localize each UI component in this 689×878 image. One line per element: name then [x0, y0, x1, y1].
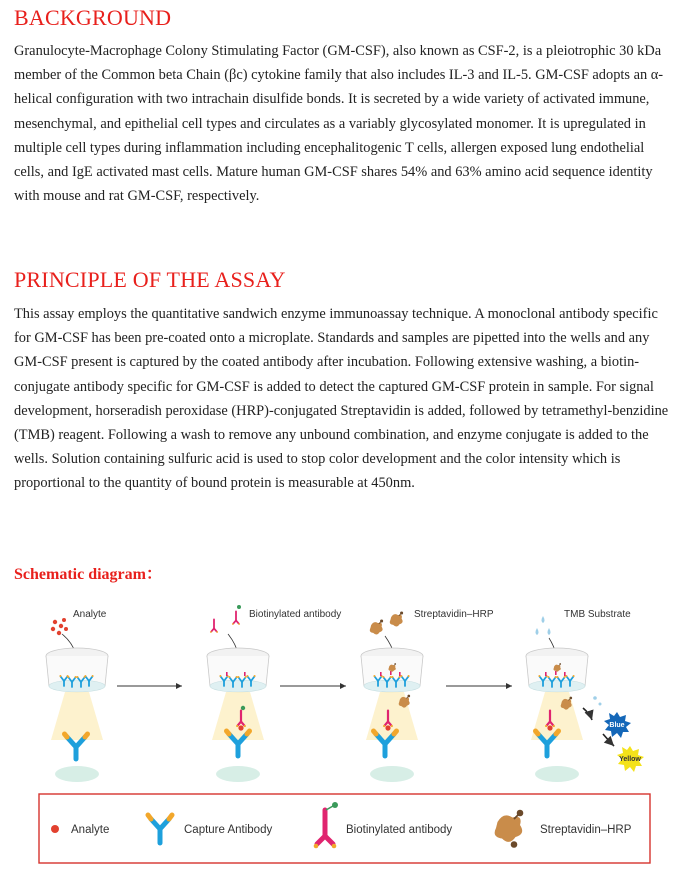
- step-4-tmb-substrate: [526, 616, 644, 782]
- schematic-diagram: [0, 596, 689, 878]
- step-label-analyte: Analyte: [73, 609, 107, 620]
- principle-heading: PRINCIPLE OF THE ASSAY: [14, 267, 286, 292]
- legend-label-analyte: Analyte: [71, 824, 110, 836]
- step-label-tmb-substrate: TMB Substrate: [564, 609, 631, 620]
- well-2: [207, 648, 269, 782]
- legend-label-capture-antibody: Capture Antibody: [184, 824, 273, 836]
- step-label-biotinylated-antibody: Biotinylated antibody: [249, 609, 342, 620]
- principle-paragraph: This assay employs the quantitative sandwich enzyme immunoassay technique. A monoclonal antibody specific for GM-CSF has been pre-coated onto a microplate. Standards and samples are pipetted into the wells and any GM-CSF present is captured by the coated antibody after incubation. Following extensive washing, a biotin-conjugate antibody specific for GM-CSF is added to detect the captured GM-CSF protein in sample. For signal development, horseradish peroxidase (HRP)-conjugated Streptavidin is added, followed by tetramethyl-benzidine (TMB) reagent. Following a wash to remove any unbound combination, and enzyme conjugate is added to the wells. Solution containing sulfuric acid is used to stop color development and the color intensity which is proportional to the quantity of bound protein is measurable at 450nm.: [14, 306, 669, 492]
- background-heading: BACKGROUND: [14, 5, 172, 30]
- background-paragraph: Granulocyte-Macrophage Colony Stimulating Factor (GM-CSF), also known as CSF-2, is a pleiotrophic 30 kDa member of the Common beta Chain (βc) cytokine family that also includes IL-3 and IL-5. GM-CSF adopts an α-helical configuration with two intrachain disulfide bonds. It is secreted by a wide variety of activated immune, mesenchymal, and epithelial cell types and circulates as a variably glycosylated monomer. It is upregulated in multiple cell types during inflammation including encephalitogenic T cells, allergen exposed lung endothelial cells, and IgE activated mast cells. Mature human GM-CSF shares 54% and 63% amino acid sequence identity with mouse and rat GM-CSF, respectively.: [14, 43, 664, 205]
- well-1: [46, 648, 108, 782]
- legend-label-streptavidin-hrp: Streptavidin–HRP: [540, 824, 632, 836]
- step-label-streptavidin-hrp: Streptavidin–HRP: [414, 609, 494, 620]
- legend-label-biotinylated-antibody: Biotinylated antibody: [346, 824, 453, 836]
- blue-burst: [604, 712, 631, 738]
- blue-label: Blue: [609, 722, 625, 729]
- step-3-streptavidin-hrp: [361, 611, 423, 782]
- step-2-biotinylated-antibody: [207, 605, 269, 782]
- yellow-burst: [617, 746, 644, 772]
- analyte-icon: [51, 825, 59, 833]
- legend: [39, 794, 650, 863]
- schematic-title: Schematic diagram：: [14, 566, 162, 583]
- yellow-label: Yellow: [619, 756, 641, 763]
- step-1-analyte: [46, 618, 108, 782]
